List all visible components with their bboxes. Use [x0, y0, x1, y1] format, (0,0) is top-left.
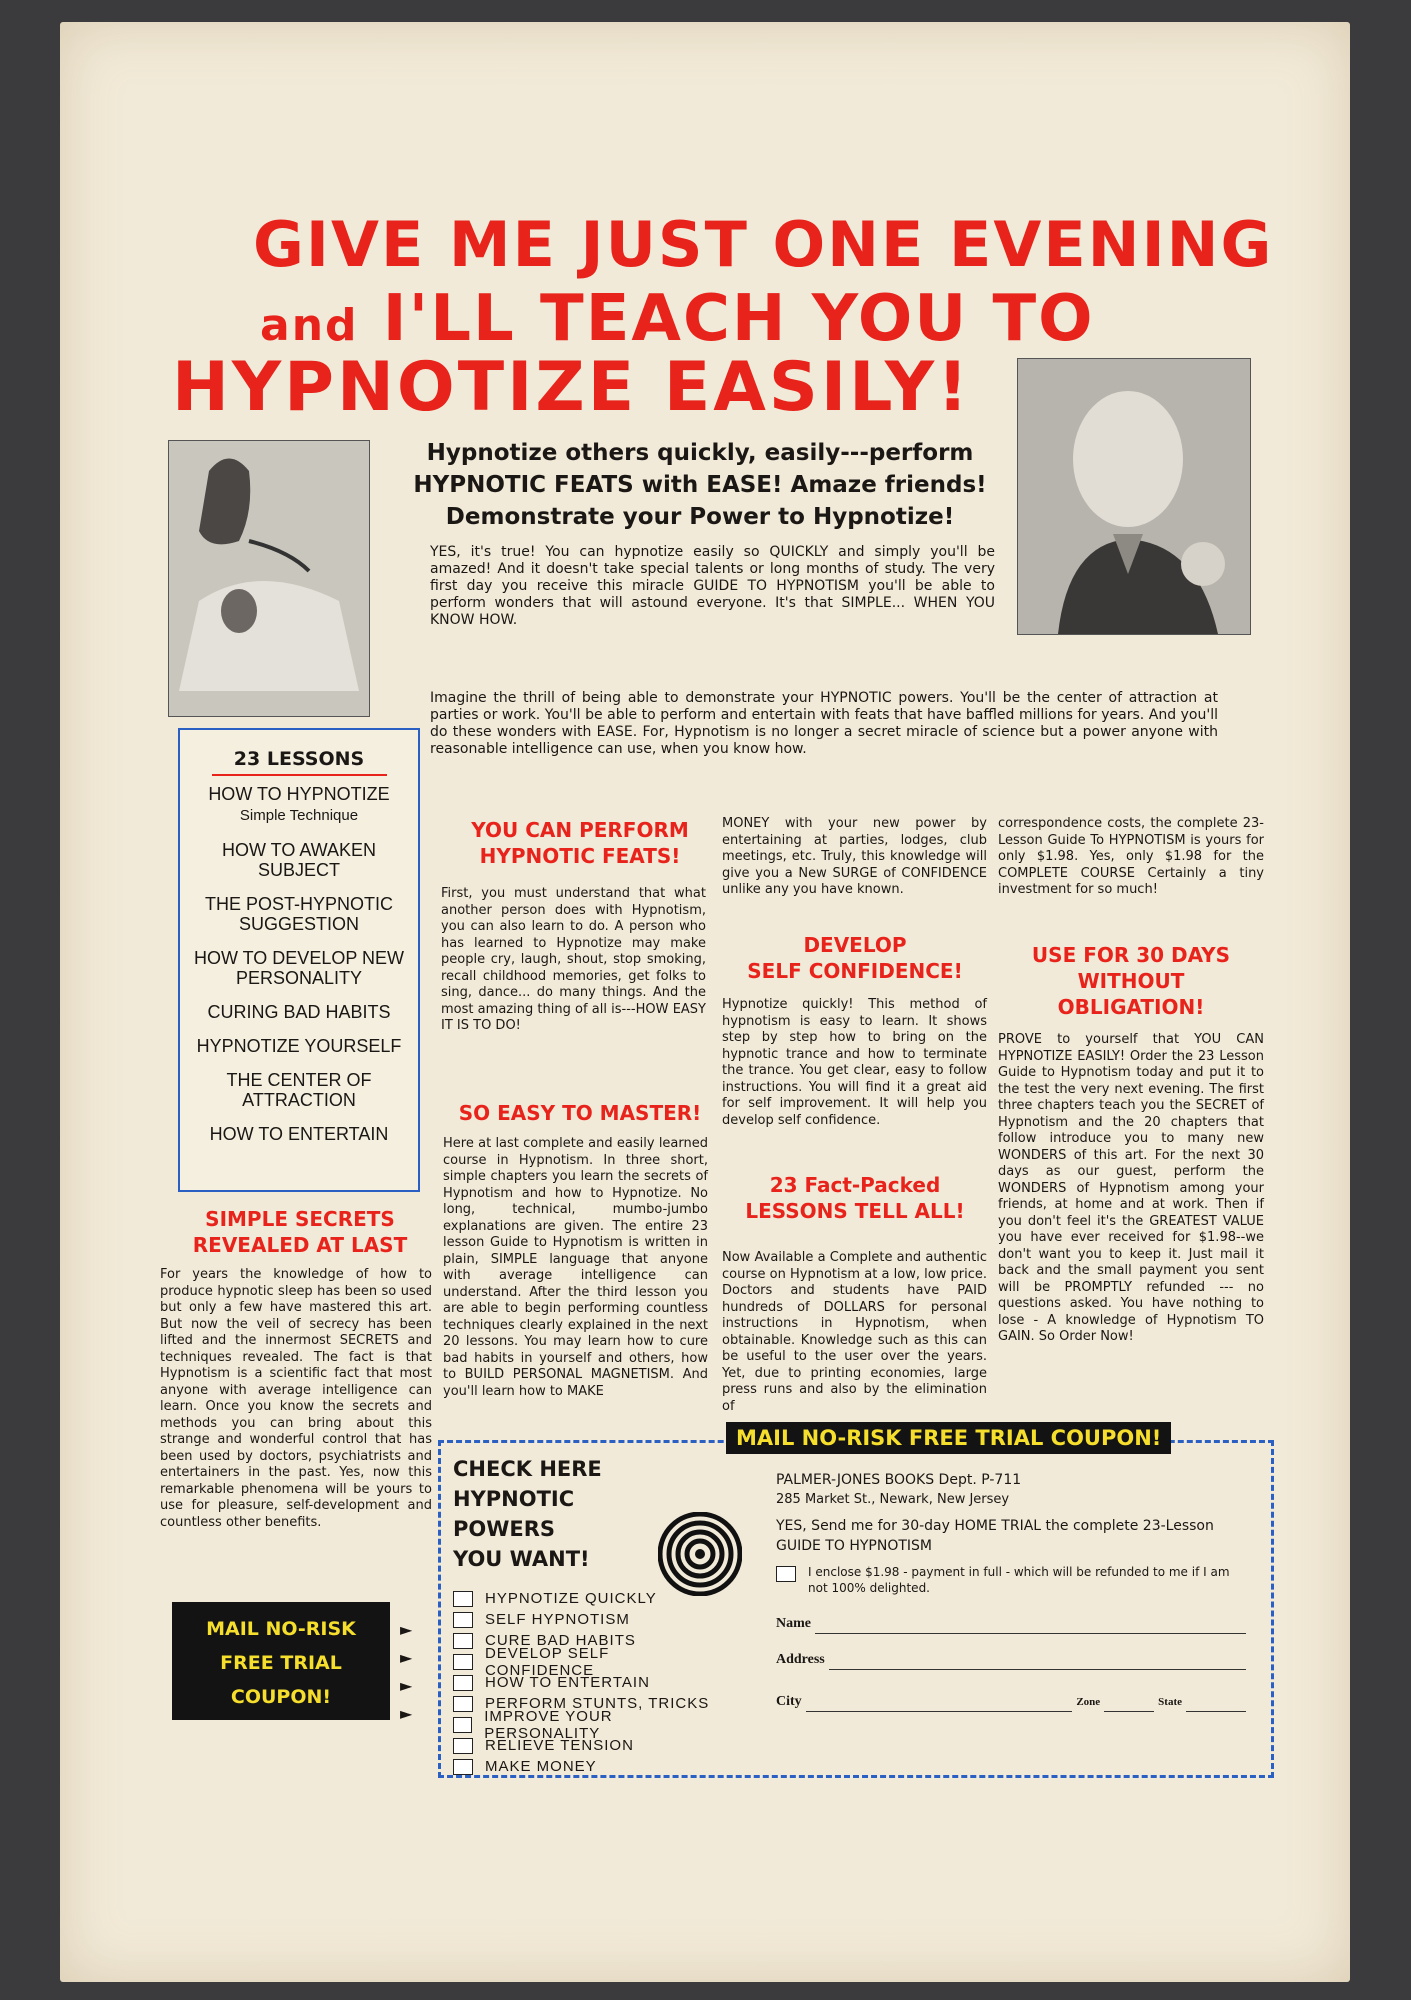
- payment-checkbox[interactable]: [776, 1566, 796, 1582]
- order-text: YES, Send me for 30-day HOME TRIAL the complete 23-Lesson GUIDE TO HYPNOTISM: [776, 1518, 1214, 1554]
- spiral-icon: [658, 1512, 742, 1600]
- headline-line-3: HYPNOTIZE EASILY!: [172, 348, 972, 427]
- lesson-item: HOW TO ENTERTAIN: [209, 1124, 389, 1144]
- intro-paragraph: YES, it's true! You can hypnotize easily so QUICKLY and simply you'll be amazed! And it doesn't take special talents or long months of study. The very first day you receive this miracle GUIDE TO HYPNOTISM you'll be able to perform wonders that will astound everyone. It's that SIMPLE... WHEN YOU KNOW HOW.: [430, 544, 995, 628]
- checklist-heading: CHECK HERE HYPNOTIC POWERS YOU WANT!: [453, 1457, 602, 1571]
- lesson-item: HOW TO AWAKEN SUBJECT: [221, 840, 377, 880]
- subhead-line-1: Hypnotize others quickly, easily---perform: [426, 440, 974, 466]
- checkbox[interactable]: [453, 1612, 473, 1628]
- checklist-item[interactable]: MAKE MONEY: [453, 1756, 723, 1777]
- checkbox[interactable]: [453, 1591, 473, 1607]
- powers-checklist: [453, 1454, 723, 1777]
- hypnotist-portrait: [1017, 358, 1251, 635]
- perform-feats-heading: YOU CAN PERFORM HYPNOTIC FEATS!: [471, 818, 689, 868]
- course-price-text: correspondence costs, the complete 23-Lesson Guide To HYPNOTISM is yours for only $1.98. Yes, only $1.98 for the COMPLETE COURSE Certainly a tiny investment for so much!: [998, 816, 1264, 897]
- mail-coupon-callout[interactable]: MAIL NO-RISK FREE TRIAL COUPON!: [172, 1602, 390, 1720]
- checklist-item[interactable]: RELIEVE TENSION: [453, 1735, 723, 1756]
- checklist-item[interactable]: SELF HYPNOTISM: [453, 1609, 723, 1630]
- easy-to-master-text: Here at last complete and easily learned course in Hypnotism. In three short, simple chapters you learn the secrets of Hypnotism and how to Hypnotize. No long, technical, mumbo-jumbo explanations are given. The entire 23 lesson Guide to Hypnotism is written in plain, SIMPLE language that anyone with average intelligence can understand. After the third lesson you are able to begin performing countless techniques clearly explained in the next 20 lessons. You may learn how to cure bad habits in yourself and others, how to BUILD PERSONAL MAGNETISM. And you'll learn how to MAKE: [443, 1136, 708, 1399]
- self-confidence-text: Hypnotize quickly! This method of hypnotism is easy to learn. It shows step by step how to bring on the hypnotic trance and how to terminate the trance. You get clear, easy to follow instructions. You will find it a great aid for self improvement. It will help you develop self confidence.: [722, 997, 987, 1128]
- ad-page: [60, 22, 1350, 1982]
- easy-to-master-heading: SO EASY TO MASTER!: [458, 1101, 702, 1125]
- checklist-item[interactable]: CURE BAD HABITS: [453, 1630, 723, 1651]
- arrow-right-icon: ►: [400, 1648, 413, 1667]
- checkbox[interactable]: [453, 1759, 473, 1775]
- payment-option[interactable]: I enclose $1.98 - payment in full - which will be refunded to me if I am not 100% delighted.: [776, 1564, 1246, 1596]
- headline-teach: I'LL TEACH YOU TO: [382, 282, 1095, 356]
- checkbox[interactable]: [453, 1717, 472, 1733]
- perform-feats-text: First, you must understand that what another person does with Hypnotism, you can also learn to do. A person who has learned to Hypnotize may make people cry, laugh, shout, stop smoking, recall childhood memories, get folks to sing, dance... do many things. And the most amazing thing of all is---HOW EASY IT IS TO DO!: [441, 886, 706, 1033]
- thirty-days-heading: USE FOR 30 DAYS WITHOUT OBLIGATION!: [1031, 943, 1231, 1019]
- lessons-box: [178, 728, 420, 1192]
- checklist-items: [453, 1588, 723, 1777]
- city-field[interactable]: City Zone State: [776, 1692, 1246, 1712]
- headline-line-1: GIVE ME JUST ONE EVENING: [253, 208, 1274, 281]
- lesson-item: THE CENTER OF ATTRACTION: [226, 1070, 372, 1110]
- checklist-item[interactable]: HYPNOTIZE QUICKLY: [453, 1588, 723, 1609]
- subheadline: [350, 437, 1050, 533]
- name-field[interactable]: Name: [776, 1614, 1246, 1634]
- lessons-title-underline: [212, 774, 387, 776]
- self-confidence-heading: DEVELOP SELF CONFIDENCE!: [747, 933, 963, 983]
- checkbox[interactable]: [453, 1738, 473, 1754]
- checkbox[interactable]: [453, 1675, 473, 1691]
- publisher-name: PALMER-JONES BOOKS Dept. P-711: [776, 1472, 1022, 1488]
- simple-secrets-heading: SIMPLE SECRETS REVEALED AT LAST: [192, 1207, 408, 1257]
- lesson-item: CURING BAD HABITS: [207, 1002, 391, 1022]
- fact-packed-heading: 23 Fact-Packed LESSONS TELL ALL!: [745, 1173, 965, 1223]
- lesson-item: HYPNOTIZE YOURSELF: [196, 1036, 402, 1056]
- imagine-paragraph: Imagine the thrill of being able to demonstrate your HYPNOTIC powers. You'll be the center of attraction at parties or work. You'll be able to perform and entertain with feats that have baffled millions for years. And you'll do these wonders with EASE. For, Hypnotism is no longer a secret miracle of science but a power anyone with reasonable intelligence can use, when you know how.: [430, 690, 1218, 757]
- money-text: MONEY with your new power by entertaining at parties, lodges, club meetings, etc. Truly, this knowledge will give you a New SURGE of CONFIDENCE unlike any you have known.: [722, 816, 987, 897]
- lesson-item: HOW TO DEVELOP NEW PERSONALITY: [193, 948, 405, 988]
- city-line[interactable]: [806, 1697, 1073, 1712]
- lesson-item: HOW TO HYPNOTIZE Simple Technique: [208, 784, 390, 824]
- lessons-title: 23 LESSONS: [233, 748, 365, 770]
- arrow-right-icon: ►: [400, 1620, 413, 1639]
- order-form: [776, 1470, 1246, 1712]
- thirty-days-text: PROVE to yourself that YOU CAN HYPNOTIZE EASILY! Order the 23 Lesson Guide to Hypnotism today and put it to the test the very next evening. The first three chapters teach you the SECRET of Hypnotism and the 20 chapters that follow introduce you to many new WONDERS of this art. For the next 30 days as our guest, perform the WONDERS of Hypnotism among your friends, at home and at work. Then if you don't feel it's the GREATEST VALUE you have ever received for $1.98--we don't want you to keep it. Just mail it back and the small payment you sent will be PROMPTLY refunded --- no questions asked. You have nothing to lose - A knowledge of Hypnotism TO GAIN. So Order Now!: [998, 1032, 1264, 1344]
- checklist-item[interactable]: DEVELOP SELF CONFIDENCE: [453, 1651, 723, 1672]
- address-line[interactable]: [829, 1655, 1246, 1670]
- arrow-right-icon: ►: [400, 1704, 413, 1723]
- subhead-line-2: HYPNOTIC FEATS with EASE! Amaze friends!: [413, 472, 987, 498]
- address-field[interactable]: Address: [776, 1650, 1246, 1670]
- coupon-title: MAIL NO-RISK FREE TRIAL COUPON!: [726, 1422, 1171, 1454]
- arrow-right-icon: ►: [400, 1676, 413, 1695]
- state-line[interactable]: [1186, 1697, 1246, 1712]
- checkbox[interactable]: [453, 1696, 473, 1712]
- lesson-item: THE POST-HYPNOTIC SUGGESTION: [204, 894, 393, 934]
- zone-line[interactable]: [1104, 1697, 1154, 1712]
- checklist-item[interactable]: HOW TO ENTERTAIN: [453, 1672, 723, 1693]
- hypnosis-illustration: [168, 440, 370, 717]
- checkbox[interactable]: [453, 1654, 473, 1670]
- name-line[interactable]: [815, 1619, 1246, 1634]
- simple-secrets-text: For years the knowledge of how to produce hypnotic sleep has been so used but only a few have mastered this art. But now the veil of secrecy has been lifted and the innermost SECRETS and techniques revealed. The fact is that Hypnotism is a scientific fact that most anyone with average intelligence can learn. Once you know the secrets and methods you can bring about this strange and wonderful control that has been used by doctors, psychiatrists and entertainers in the past. Yes, now this remarkable phenomena will be yours to use for pleasure, self-development and countless other benefits.: [160, 1267, 432, 1530]
- checklist-item[interactable]: IMPROVE YOUR PERSONALITY: [453, 1714, 723, 1735]
- publisher-address: 285 Market St., Newark, New Jersey: [776, 1492, 1010, 1507]
- arrow-icons: [400, 1616, 412, 1728]
- fact-packed-text: Now Available a Complete and authentic course on Hypnotism at a low, low price. Doctors and students have PAID hundreds of DOLLARS for personal instructions in Hypnotism, when obtainable. Knowledge such as this can be useful to the user over the years. Yet, due to printing economies, large press runs and also by the elimination of: [722, 1250, 987, 1414]
- headline-and: and: [260, 300, 359, 351]
- subhead-line-3: Demonstrate your Power to Hypnotize!: [445, 504, 955, 530]
- checklist-item[interactable]: PERFORM STUNTS, TRICKS: [453, 1693, 723, 1714]
- checkbox[interactable]: [453, 1633, 473, 1649]
